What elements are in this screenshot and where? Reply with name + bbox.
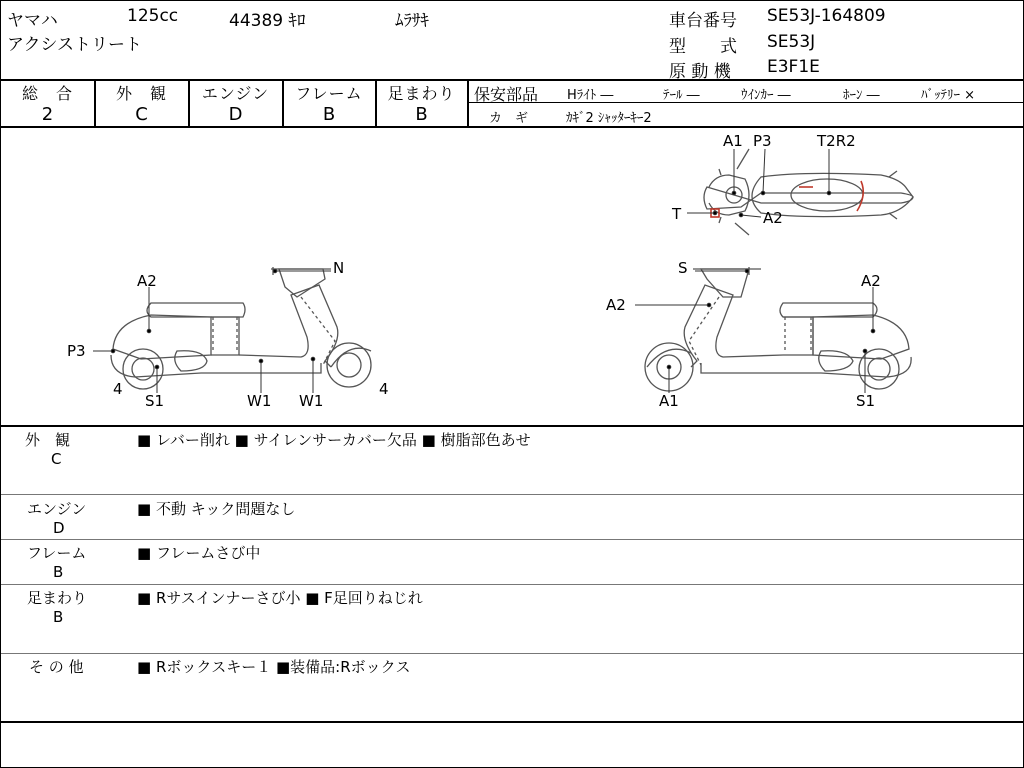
- maker: ヤマハ: [7, 11, 58, 31]
- type-label: 型 式: [669, 37, 737, 57]
- note-text: ■ Rボックスキー１ ■装備品:Rボックス: [137, 658, 411, 676]
- frame-number-value: SE53J-164809: [767, 6, 886, 26]
- note-text: ■ レバー削れ ■ サイレンサーカバー欠品 ■ 樹脂部色あせ: [137, 431, 531, 449]
- grade-value: B: [415, 104, 428, 125]
- note-title: エンジン: [27, 500, 87, 518]
- grade-label: 総 合: [21, 84, 73, 103]
- diagram-labels: [67, 132, 881, 410]
- note-title: 外 観: [25, 431, 71, 449]
- divider: [1, 425, 1023, 427]
- type-value: SE53J: [767, 32, 816, 52]
- note-grade: B: [53, 608, 64, 626]
- note-other: [29, 656, 84, 677]
- grade-value: C: [135, 104, 148, 125]
- diag-label: S1: [856, 392, 876, 410]
- engine-label: 原 動 機: [669, 62, 731, 82]
- divider: [1, 539, 1023, 540]
- divider: [1, 584, 1023, 585]
- diag-label: W1: [247, 392, 272, 410]
- diag-label: T: [672, 205, 682, 223]
- diag-label: T2R2: [817, 132, 856, 150]
- diag-label: 4: [379, 380, 389, 398]
- note-text: ■ Rサスインナーさび小 ■ F足回りねじれ: [137, 589, 423, 607]
- grade-label: エンジン: [201, 84, 270, 103]
- grade-appearance: [95, 81, 188, 125]
- grade-label: 足まわり: [387, 84, 456, 103]
- diag-label: A2: [137, 272, 157, 290]
- safety-horn: ﾎｰﾝ ―: [843, 88, 880, 103]
- diag-label: A2: [763, 209, 783, 227]
- diag-label: A2: [606, 296, 626, 314]
- diag-label: W1: [299, 392, 324, 410]
- note-title: 足まわり: [27, 589, 88, 607]
- note-engine: [27, 498, 86, 537]
- model-name: アクシストリート: [7, 35, 142, 55]
- divider: [1, 494, 1023, 495]
- note-frame: [27, 542, 86, 581]
- divider: [1, 721, 1023, 723]
- key-label: カ ギ: [489, 111, 529, 126]
- safety-label: 保安部品: [474, 85, 539, 104]
- note-suspension: [27, 587, 87, 626]
- diag-label: N: [333, 259, 345, 277]
- note-appearance: [25, 429, 70, 468]
- diag-label: P3: [67, 342, 86, 360]
- note-title: フレーム: [27, 544, 87, 562]
- diag-label: S: [678, 259, 688, 277]
- diag-label: A2: [861, 272, 881, 290]
- grade-engine: [189, 81, 282, 125]
- displacement: 125cc: [127, 6, 179, 26]
- engine-value: E3F1E: [767, 57, 820, 77]
- safety-battery: ﾊﾞｯﾃﾘｰ ×: [921, 88, 976, 103]
- safety-winker: ｳｲﾝｶｰ ―: [741, 88, 791, 103]
- note-text: ■ フレームさび中: [137, 544, 261, 562]
- safety-taillight: ﾃｰﾙ ―: [663, 88, 700, 103]
- divider: [1, 653, 1023, 654]
- note-grade: B: [53, 563, 64, 581]
- note-title: そ の 他: [29, 658, 84, 676]
- grade-label: フレーム: [295, 84, 363, 103]
- grade-label: 外 観: [115, 84, 167, 103]
- frame-number-label: 車台番号: [669, 11, 737, 31]
- diag-label: S1: [145, 392, 165, 410]
- mileage: 44389 ｷﾛ: [229, 11, 306, 31]
- grade-frame: [283, 81, 375, 125]
- diag-label: 4: [113, 380, 123, 398]
- grade-suspension: [376, 81, 467, 125]
- grade-value: B: [322, 104, 336, 125]
- diag-label: P3: [753, 132, 772, 150]
- grade-value: 2: [41, 104, 54, 125]
- diag-label: A1: [659, 392, 679, 410]
- grade-overall: [1, 81, 94, 125]
- safety-headlight: Hﾗｲﾄ ―: [567, 88, 614, 103]
- color: ﾑﾗｻｷ: [395, 11, 429, 31]
- damage-diagram: [1, 127, 1023, 425]
- key-value: ｶｷﾞ2 ｼｬｯﾀｰｷｰ2: [566, 111, 652, 126]
- grade-value: D: [228, 104, 243, 125]
- note-grade: D: [53, 519, 65, 537]
- note-text: ■ 不動 キック問題なし: [137, 500, 296, 518]
- diag-label: A1: [723, 132, 743, 150]
- note-grade: C: [51, 450, 62, 468]
